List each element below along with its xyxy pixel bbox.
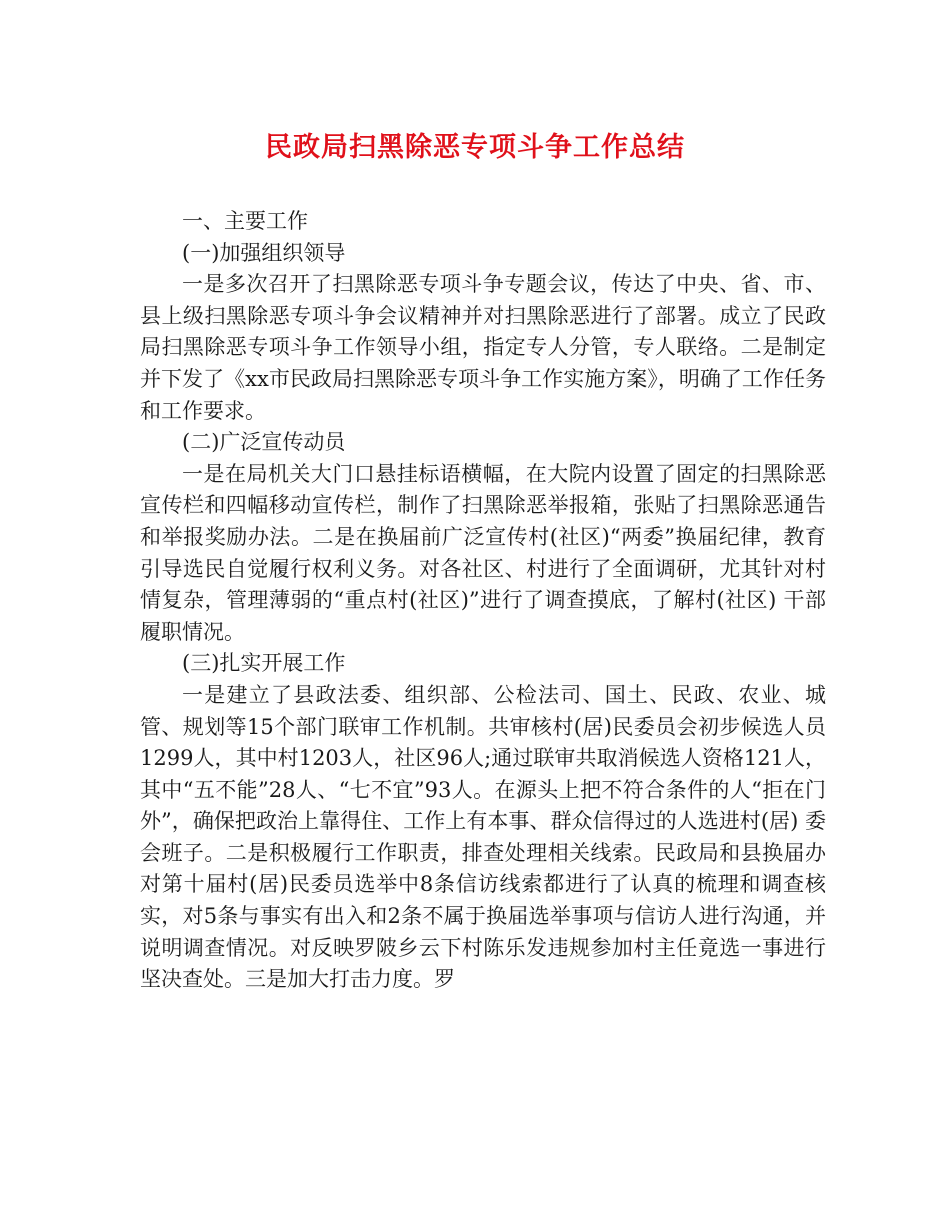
document-title: 民政局扫黑除恶专项斗争工作总结	[265, 132, 685, 163]
paragraph-publicity: 一是在局机关大门口悬挂标语横幅，在大院内设置了固定的扫黑除恶宣传栏和四幅移动宣传栏，制作了扫黑除恶举报箱，张贴了扫黑除恶通告和举报奖励办法。二是在换届前广泛宣传村(社区)“两委”换届纪律，教育引导选民自觉履行权利义务。对各社区、村进行了全面调研，尤其针对村情复杂，管理薄弱的“重点村(社区)”进行了调查摸底，了解村(社区) 干部履职情况。	[140, 461, 826, 644]
subsection-heading-publicity: (二)广泛宣传动员	[182, 430, 346, 455]
subsection-heading-work: (三)扎实开展工作	[182, 651, 346, 676]
section-heading-main-work: 一、主要工作	[182, 209, 308, 233]
paragraph-work: 一是建立了县政法委、组织部、公检法司、国土、民政、农业、城管、规划等15个部门联审工作机制。共审核村(居)民委员会初步候选人员1299人，其中村1203人，社区96人;通过联审共取消候选人资格121人，其中“五不能”28人、“七不宜”93人。在源头上把不符合条件的人“拒在门外”，确保把政治上靠得住、工作上有本事、群众信得过的人选进村(居) 委会班子。二是积极履行工作职责，排查处理相关线索。民政局和县换届办对第十届村(居)民委员选举中8条信访线索都进行了认真的梳理和调查核实，对5条与事实有出入和2条不属于换届选举事项与信访人进行沟通，并说明调查情况。对反映罗陂乡云下村陈乐发违规参加村主任竟选一事进行坚决查处。三是加大打击力度。罗	[140, 682, 826, 992]
subsection-heading-organization: (一)加强组织领导	[182, 240, 346, 265]
paragraph-organization: 一是多次召开了扫黑除恶专项斗争专题会议，传达了中央、省、市、县上级扫黑除恶专项斗争会议精神并对扫黑除恶进行了部署。成立了民政局扫黑除恶专项斗争工作领导小组，指定专人分管，专人联络。二是制定并下发了《xx市民政局扫黑除恶专项斗争工作实施方案》，明确了工作任务和工作要求。	[140, 272, 826, 423]
document-body	[140, 206, 826, 996]
